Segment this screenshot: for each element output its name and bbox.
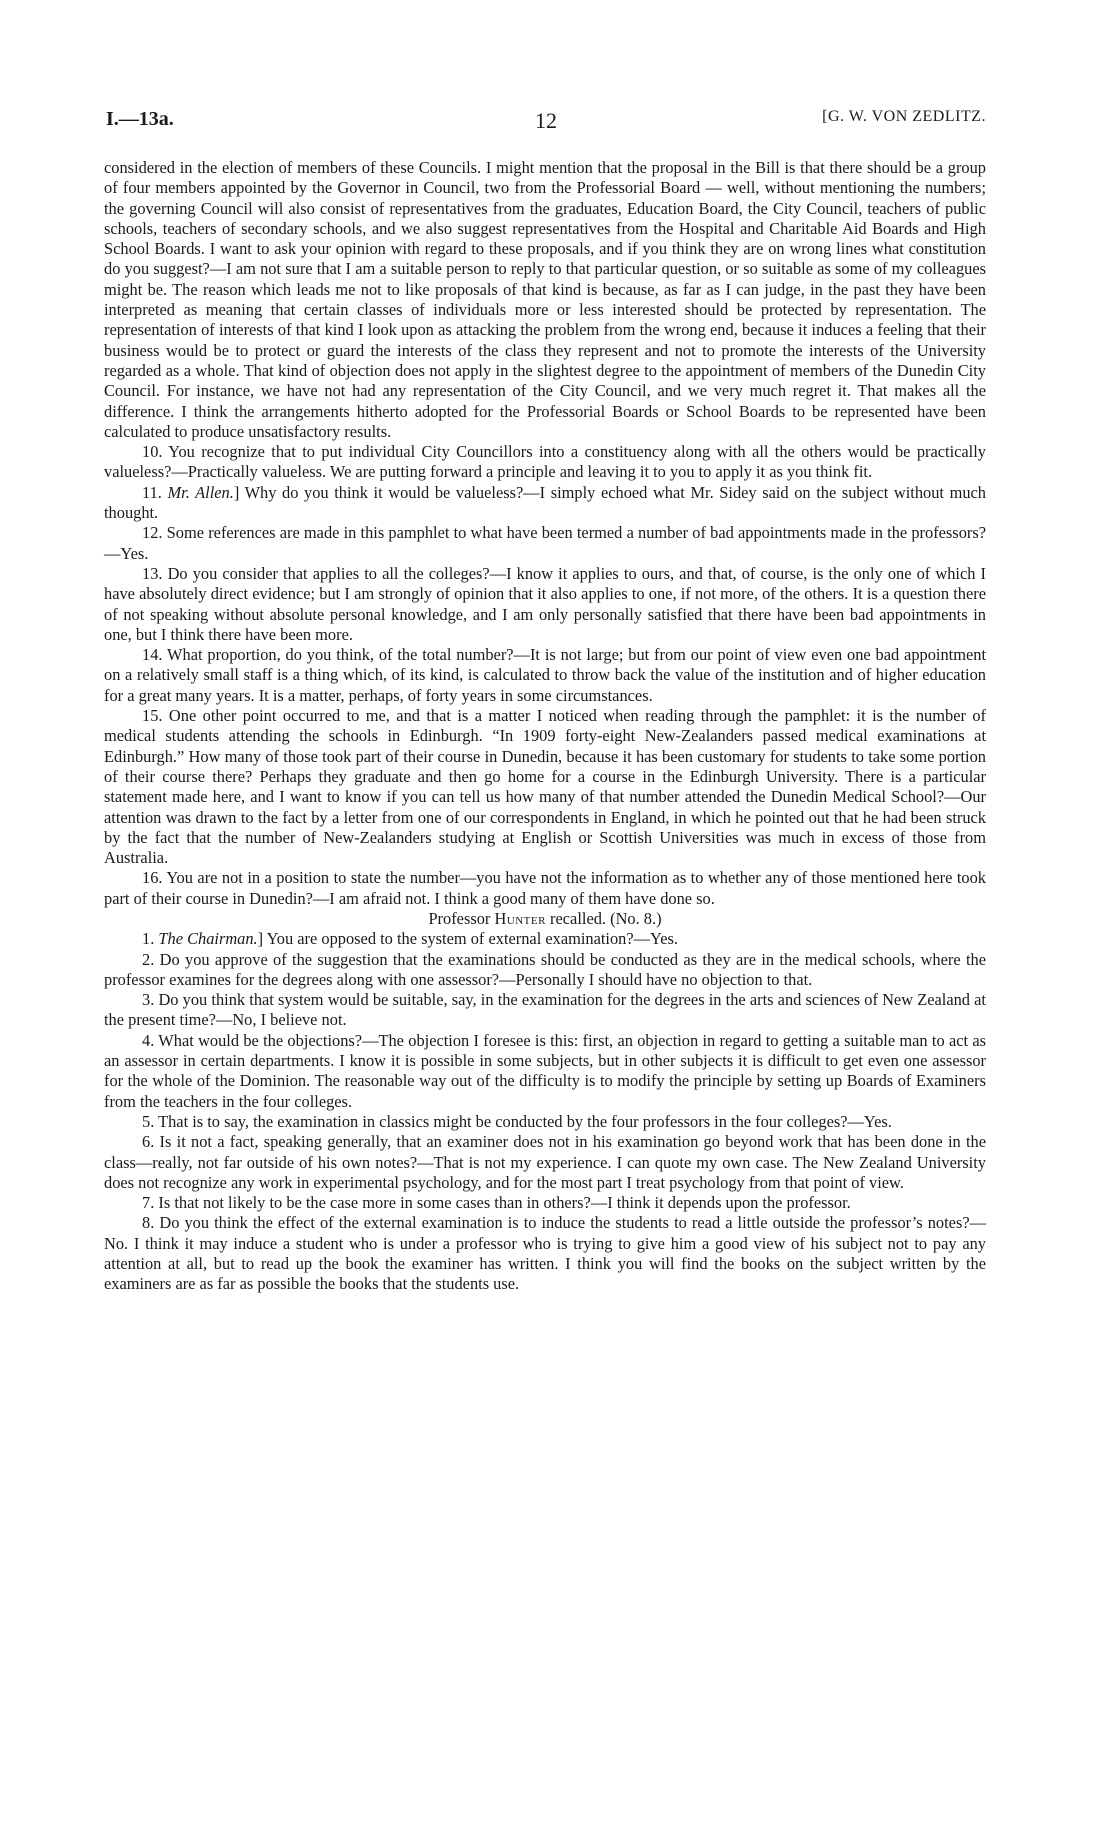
page-header bbox=[106, 108, 986, 136]
question-text: ] Why do you think it would be valueless?—I simply echoed what Mr. Sidey said on the subject without much thought. bbox=[104, 482, 986, 523]
question-13: 13. Do you consider that applies to all the colleges?—I know it applies to ours, and that, of course, is the only one of which I have absolutely direct evidence; but I am strongly of opinion that it also applies to one, if not more, of the others. It is a question there of not speaking without absolute personal knowledge, and I am only personally satisfied that there have been bad appointments in one, but I think there have been more. bbox=[104, 563, 986, 644]
question-5: 5. That is to say, the examination in classics might be conducted by the four professors in the four colleges?—Yes. bbox=[142, 1111, 892, 1131]
paper-reference: I.—13a. bbox=[106, 108, 174, 130]
speaker-name: Mr. Allen. bbox=[167, 482, 234, 502]
question-3: 3. Do you think that system would be suitable, say, in the examination for the degrees in the arts and sciences of New Zealand at the present time?—No, I believe not. bbox=[104, 990, 986, 1030]
speaker-name: The Chairman. bbox=[158, 929, 258, 949]
heading-prefix: Professor bbox=[428, 908, 495, 928]
question-15: 15. One other point occurred to me, and that is a matter I noticed when reading through the pamphlet: it is the number of medical students attending the schools in Edinburgh. “In 1909 forty-eight New-Zealanders passed medical examinations at Edinburgh.” How many of those took part of their course in Dunedin, because it has been customary for students to take some portion of their course there? Perhaps they graduate and then go home for a course in the Edinburgh University. There is a particular statement made here, and I want to know if you can tell us how many of that number attended the Dunedin Medical School?—Our attention was drawn to the fact by a letter from one of our correspondents in England, in which he pointed out that he had been struck by the fact that the number of New-Zealanders studying at English or Scottish Universities was much in excess of those from Australia. bbox=[104, 706, 986, 868]
question-11 bbox=[104, 483, 986, 524]
question-4: 4. What would be the objections?—The objection I foresee is this: first, an objection in regard to getting a suitable man to act as an assessor in certain departments. I know it is possible in some subjects, but in other subjects it is difficult to get even one assessor for the whole of the Dominion. The reasonable way out of the difficulty is to modify the principle by setting up Boards of Examiners from the teachers in the four colleges. bbox=[104, 1030, 986, 1111]
continued-paragraph: considered in the election of members of these Councils. I might mention that the proposal in the Bill is that there should be a group of four members appointed by the Governor in Council, two from the Professorial Board — well, without mentioning the numbers; the governing Council will also consist of representatives from the graduates, Education Board, the City Council, teachers of public schools, teachers of secondary schools, and we also suggest representatives from the Hospital and Charitable Aid Boards and High School Boards. I want to ask your opinion with regard to these proposals, and if you think they are on wrong lines what constitution do you suggest?—I am not sure that I am a suitable person to reply to that particular question, or so suitable as some of my colleagues might be. The reason which leads me not to like proposals of that kind is because, as far as I can judge, in the past they have been interpreted as meaning that certain classes of individuals more or less interested should be protected by representation. The representation of interests of that kind I look upon as attacking the problem from the wrong end, because it induces a feeling that their business would be to protect or guard the interests of the class they represent and not to promote the interests of the University regarded as a whole. That kind of objection does not apply in the slightest degree to the appointment of members of the Dunedin City Council. For instance, we have not had any representation of the City Council, and we very much regret it. That makes all the difference. I think the arrangements hitherto adopted for the Professorial Boards or School Boards to be represented have been calculated to produce unsatisfactory results. bbox=[104, 158, 986, 441]
page-body bbox=[104, 158, 986, 1295]
heading-suffix: recalled. (No. 8.) bbox=[545, 908, 662, 928]
witness-heading bbox=[104, 909, 986, 929]
question-7: 7. Is that not likely to be the case more in some cases than in others?—I think it depends upon the professor. bbox=[142, 1193, 851, 1213]
page-number: 12 bbox=[535, 108, 557, 133]
question-6: 6. Is it not a fact, speaking generally, that an examiner does not in his examination go beyond work that has been done in the class—really, not far outside of his own notes?—That is not my experience. I can quote my own case. The New Zealand University does not recognize any work in experimental psychology, and for the most part I treat psychology from that point of view. bbox=[104, 1132, 986, 1192]
question-10: 10. You recognize that to put individual City Councillors into a constituency along with all the others would be practically valueless?—Practically valueless. We are putting forward a principle and leaving it to you to apply it as you think fit. bbox=[104, 442, 986, 482]
question-text: ] You are opposed to the system of external examination?—Yes. bbox=[257, 929, 678, 949]
question-8: 8. Do you think the effect of the external examination is to induce the students to read a little outside the professor’s notes?—No. I think it may induce a student who is under a professor who is trying to give him a good view of his subject not to pay any attention at all, but to read up the book the examiner has written. I think you will find the books on the subject written by the examiners are as far as possible the books that the students use. bbox=[104, 1213, 986, 1294]
question-14: 14. What proportion, do you think, of the total number?—It is not large; but from our point of view even one bad appointment on a relatively small staff is a thing which, of its kind, is calculated to throw back the value of the institution and of higher education for a great many years. It is a matter, perhaps, of forty years in some circumstances. bbox=[104, 645, 986, 705]
question-1 bbox=[104, 929, 986, 949]
question-12: 12. Some references are made in this pamphlet to what have been termed a number of bad appointments made in the professors?—Yes. bbox=[104, 523, 986, 563]
question-number: 1. bbox=[142, 929, 159, 949]
witness-name-header: [G. W. VON ZEDLITZ. bbox=[822, 108, 986, 125]
question-number: 11. bbox=[142, 482, 168, 502]
question-16: 16. You are not in a position to state the number—you have not the information as to whether any of those mentioned here took part of their course in Dunedin?—I am afraid not. I think a good many of them have done so. bbox=[104, 868, 986, 908]
witness-name: Hunter bbox=[494, 908, 546, 928]
question-2: 2. Do you approve of the suggestion that the examinations should be conducted as they are in the medical schools, where the professor examines for the degrees along with one assessor?—Personally I should have no objection to that. bbox=[104, 949, 986, 989]
